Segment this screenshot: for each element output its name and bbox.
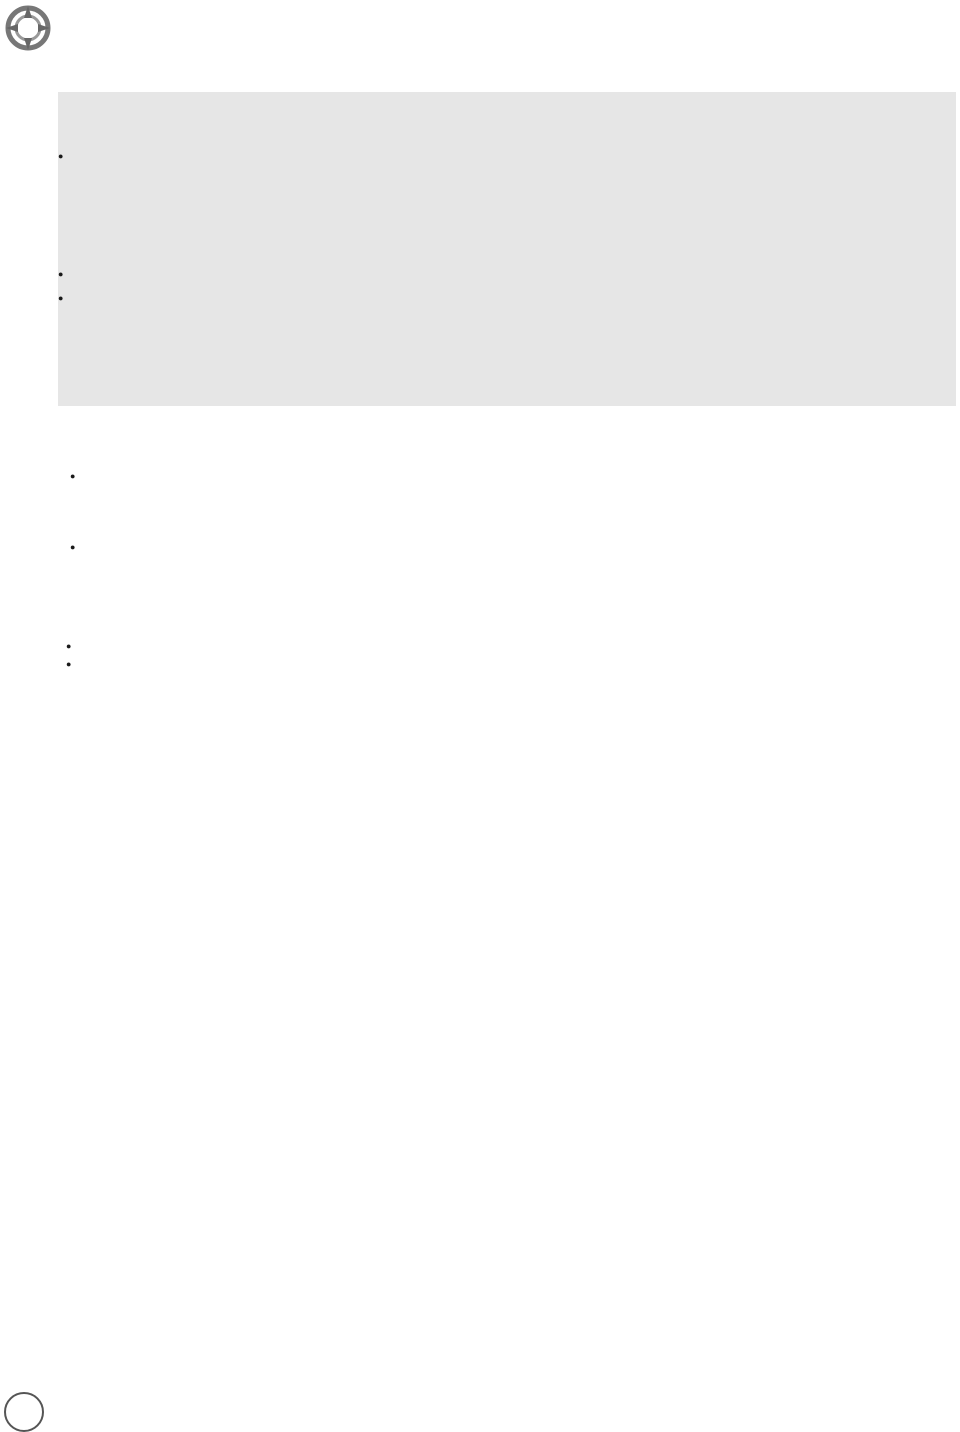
page-number: [4, 1392, 44, 1432]
notice-line-7: [58, 266, 69, 283]
decorative-dots-left: [10, 60, 24, 1390]
notice-line-8: [58, 290, 69, 307]
logo-icon: [4, 4, 52, 52]
decorative-dots-top: [58, 14, 948, 26]
ro-label: [70, 468, 81, 485]
budget-item-1: [66, 638, 77, 655]
budget-item-2: [66, 656, 77, 673]
notice-line-2: [58, 148, 69, 165]
po-label: [70, 539, 81, 556]
notice-box: [58, 92, 956, 406]
